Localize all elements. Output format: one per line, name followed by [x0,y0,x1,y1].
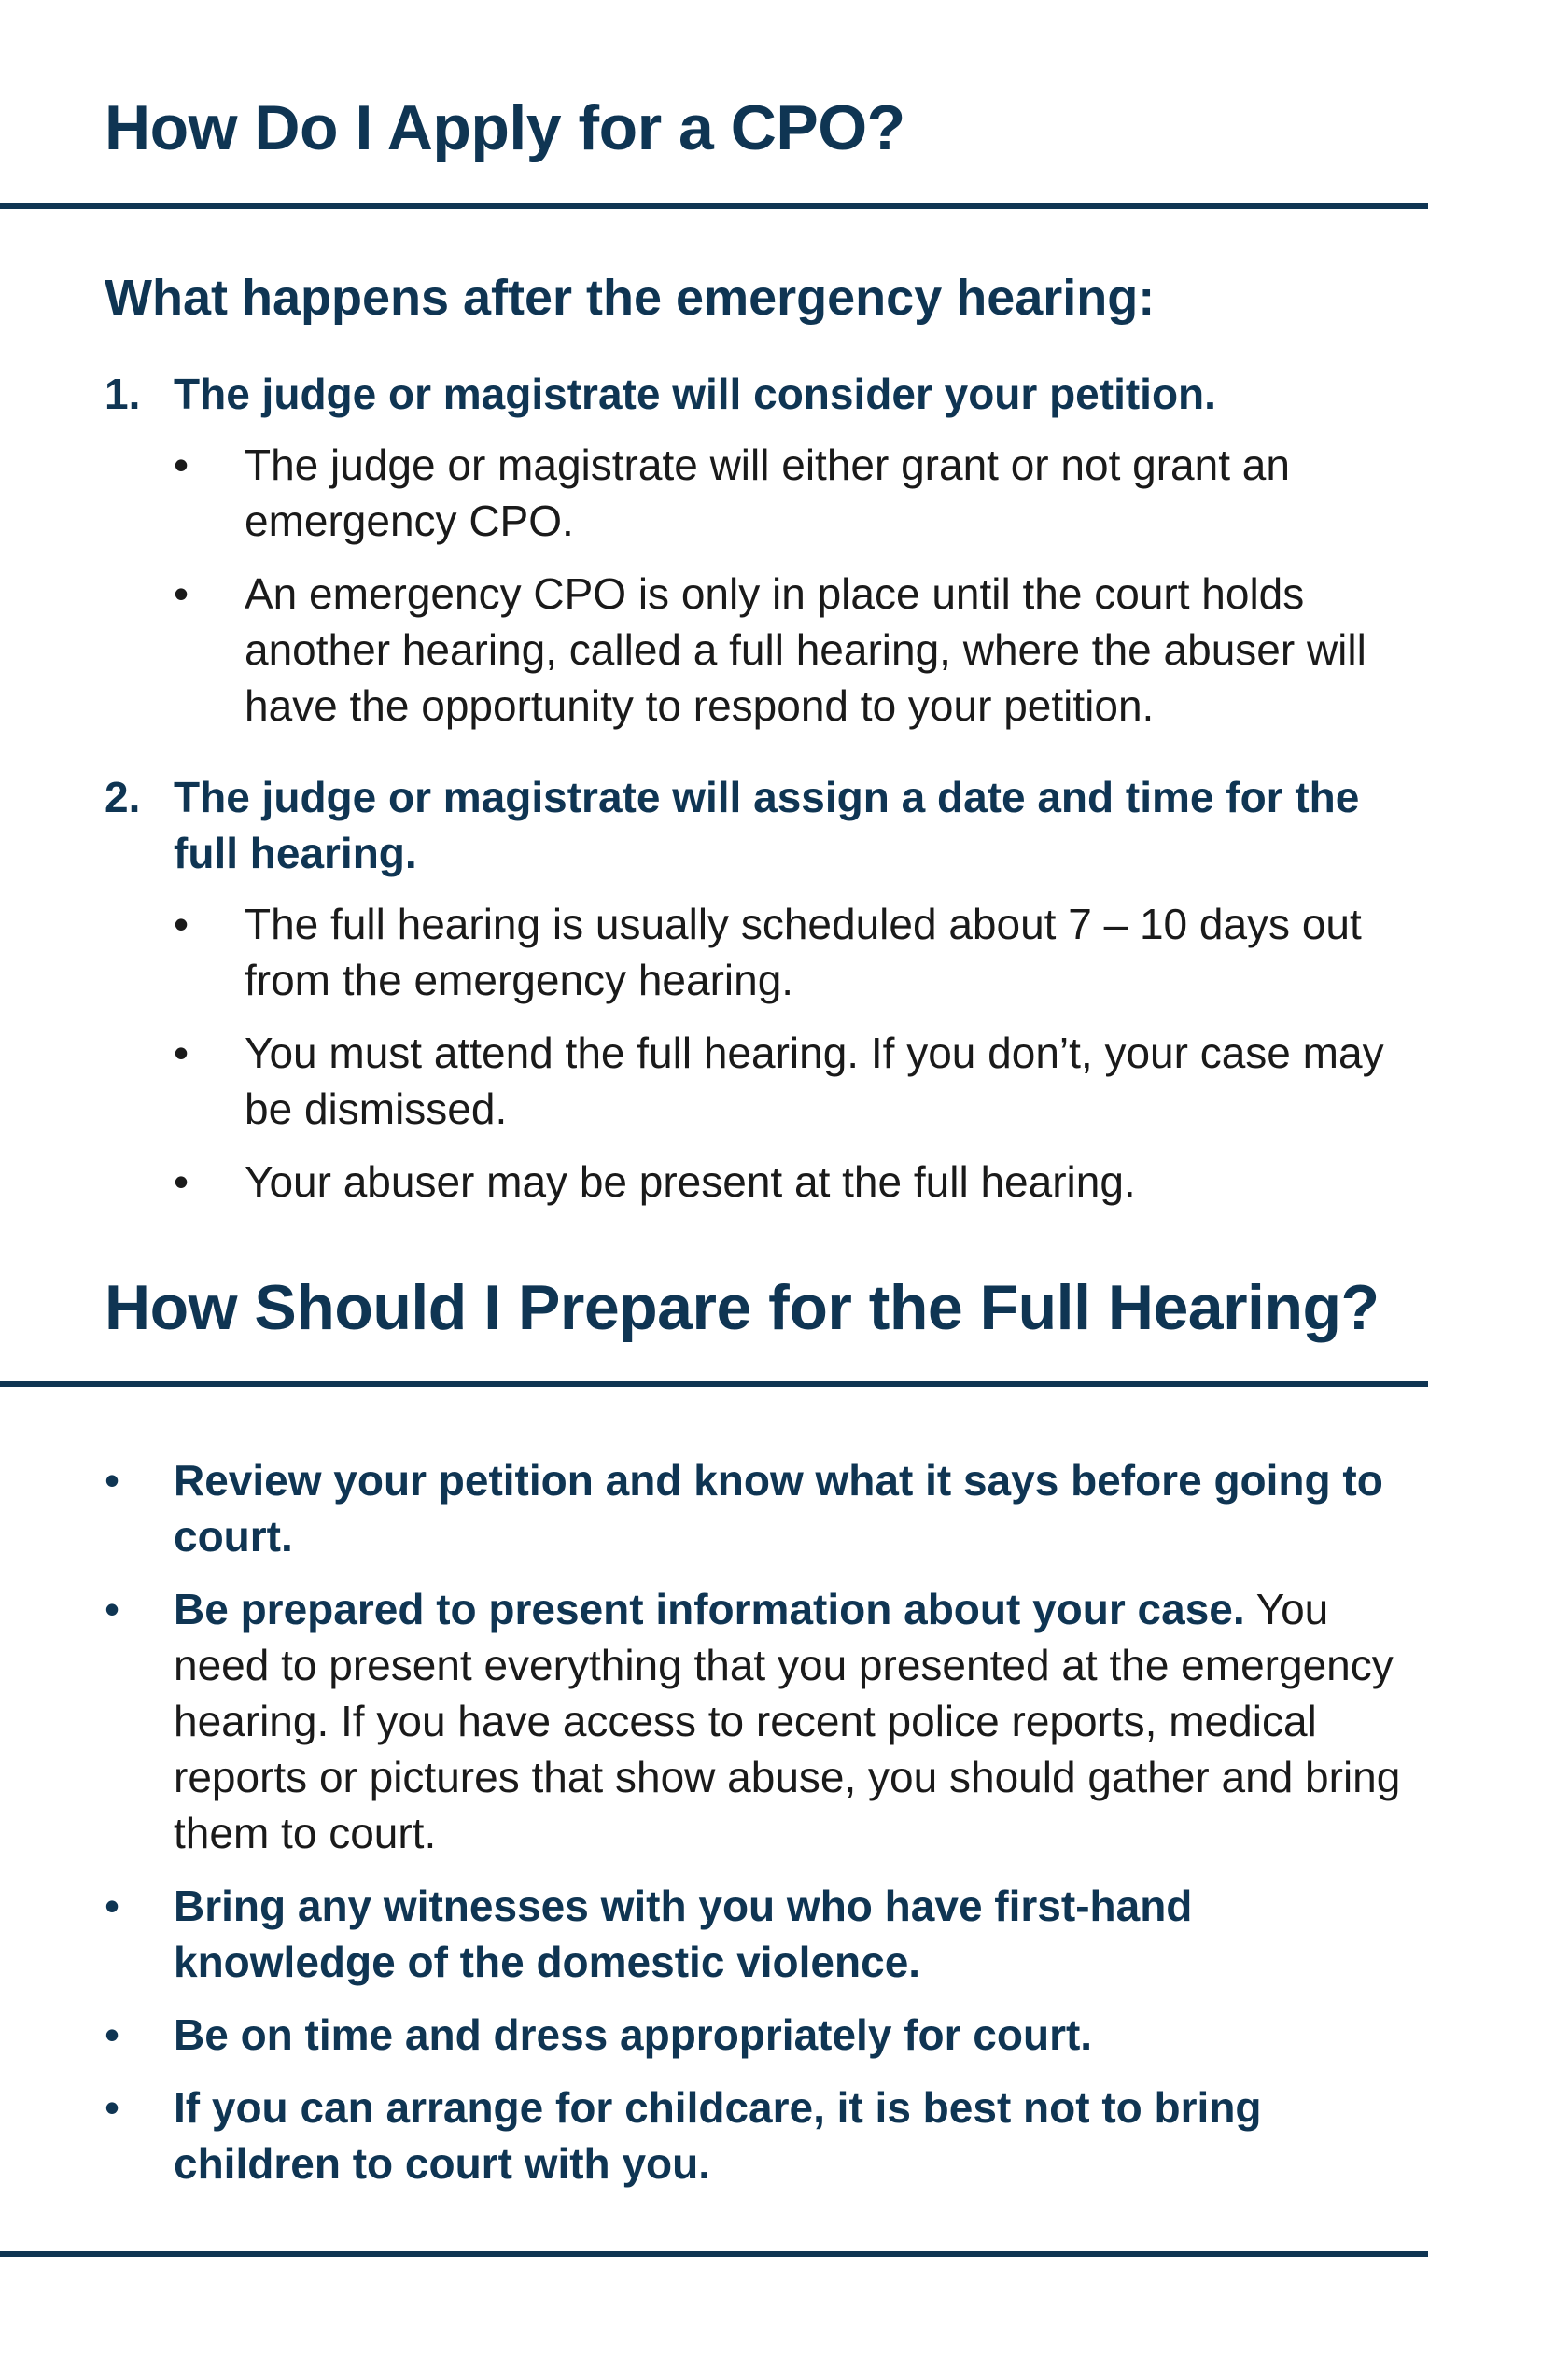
prepare-item-heading: If you can arrange for childcare, it is best not to bring children to court with you. [174,2083,1262,2188]
step-heading: The judge or magistrate will consider your petition. [174,370,1216,418]
step-bullet-text: The judge or magistrate will either grant or not grant an emergency CPO. [245,441,1290,545]
step-number: 2. [105,773,141,821]
prepare-item [0,1581,1424,1861]
title-divider [0,203,1428,209]
prepare-item-heading: Review your petition and know what it says before going to court. [174,1456,1383,1561]
step-number: 1. [105,370,141,418]
bullet-icon: • [174,1029,189,1077]
step-bullet [0,896,1439,1008]
bullet-icon: • [105,1585,120,1633]
prepare-item [0,1878,1424,1990]
bullet-icon: • [105,2010,120,2059]
step-bullet-text: You must attend the full hearing. If you don’t, your case may be dismissed. [245,1029,1384,1133]
step-item [0,366,1434,422]
bullet-icon: • [174,569,189,618]
title-divider [0,1381,1428,1387]
prepare-item-heading: Be prepared to present information about your case. [174,1585,1245,1633]
steps-list [0,366,1541,1210]
bullet-icon: • [174,441,189,489]
step-bullet-text: An emergency CPO is only in place until the court holds another hearing, called a full hearing, where the abuser will have the opportunity to respond to your petition. [245,569,1366,730]
section-subtitle-after-hearing: What happens after the emergency hearing: [105,270,1156,326]
prepare-item-heading: Bring any witnesses with you who have first-hand knowledge of the domestic violence. [174,1882,1193,1986]
step-bullet [0,1154,1439,1210]
step-bullet [0,1025,1439,1137]
step-heading: The judge or magistrate will assign a date and time for the full hearing. [174,773,1360,877]
prepare-item [0,2007,1424,2063]
prepare-item-heading: Be on time and dress appropriately for court. [174,2010,1093,2059]
bullet-icon: • [105,2083,120,2132]
step-bullet [0,437,1439,549]
step-bullet-text: Your abuser may be present at the full hearing. [245,1157,1136,1206]
bullet-icon: • [105,1456,120,1505]
section-title-prepare: How Should I Prepare for the Full Hearing? [105,1272,1380,1343]
prepare-item [0,2079,1424,2191]
bullet-icon: • [105,1882,120,1930]
bullet-icon: • [174,900,189,948]
prepare-item-text: You need to present everything that you presented at the emergency hearing. If you have access to recent police reports, medical reports or pictures that show abuse, you should gather and bring them to court. [174,1585,1401,1857]
section-title-apply: How Do I Apply for a CPO? [105,92,905,163]
bullet-icon: • [174,1157,189,1206]
step-bullet [0,566,1439,734]
bottom-divider [0,2251,1428,2257]
prepare-item [0,1452,1424,1564]
prepare-list [0,1452,1541,2208]
step-bullet-text: The full hearing is usually scheduled about 7 – 10 days out from the emergency hearing. [245,900,1362,1004]
step-item [0,769,1434,881]
